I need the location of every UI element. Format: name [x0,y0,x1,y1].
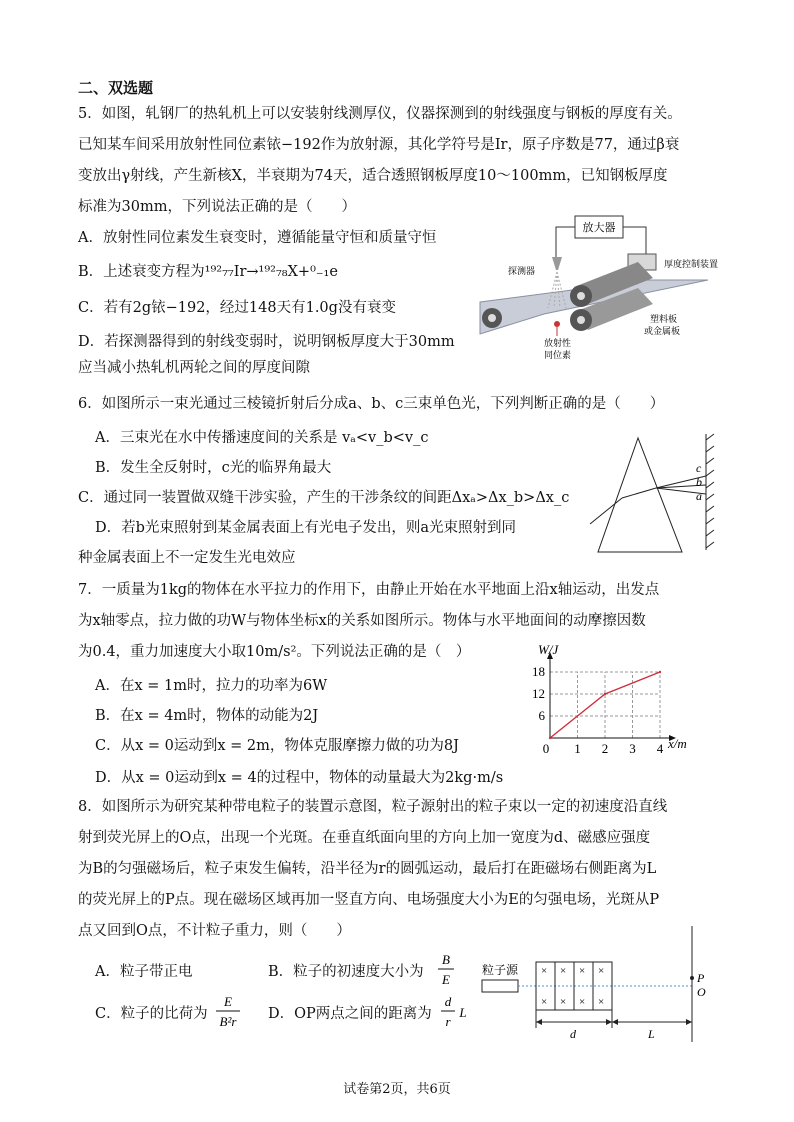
q7-option-d: D．从x = 0运动到x = 4的过程中，物体的动量最大为2kg·m/s [95,770,504,786]
q7-option-a: A．在x = 1m时，拉力的功率为6W [95,678,328,694]
q6-option-d: D．若b光束照射到某金属表面上有光电子发出，则a光束照射到同 [95,520,517,536]
q8-c-fraction [214,992,242,1032]
arrow-d-left [536,1019,542,1025]
particle-apparatus-figure [478,924,718,1044]
svg-text:×: × [598,996,605,1008]
q8-option-d: D．OP两点之间的距离为 [268,1006,432,1022]
q6-option-a: A．三束光在水中传播速度间的关系是 vₐ<v_b<v_c [95,430,429,446]
q8-b-fraction [436,950,456,990]
data-point-2 [659,671,661,673]
y-tick-label-12: 12 [532,686,545,701]
y-axis-label: W/J [538,642,559,657]
q8-stem-3: 为B的匀强磁场后，粒子束发生偏转，沿半径为r的圆弧运动，最后打在距磁场右侧距离为L [78,861,657,877]
prism [598,438,682,552]
q8-option-c: C．粒子的比荷为 [95,1006,208,1022]
y-tick-label-18: 18 [532,664,545,679]
q5-option-d: D．若探测器得到的射线变弱时，说明钢板厚度大于30mm [78,334,455,350]
inner-ray [622,488,656,498]
q5-option-a: A．放射性同位素发生衰变时，遵循能量守恒和质量守恒 [78,230,437,246]
controller-label: 厚度控制装置 [664,259,719,269]
x-tick-label-3: 3 [629,741,636,756]
q8-d-fraction [440,992,470,1032]
frac-d-tail: L [459,1005,467,1020]
q5-option-c: C．若有2g铱−192，经过148天有1.0g没有衰变 [78,300,396,316]
work-displacement-chart [520,638,700,758]
label-a: a [696,489,702,503]
svg-text:×: × [579,996,586,1008]
x-tick-label-0: 0 [542,741,550,756]
q8-option-b: B．粒子的初速度大小为 [268,964,424,980]
amplifier-label: 放大器 [582,222,616,234]
incident-ray [590,498,622,524]
q8-stem-4: 的荧光屏上的P点。现在磁场区域再加一竖直方向、电场强度大小为E的匀强电场，光斑从P [78,892,660,908]
point-p [690,976,694,980]
frac-b-num: B [442,952,450,967]
q8-stem-2: 射到荧光屏上的O点，出现一个光斑。在垂直纸面向里的方向上加一宽度为d、磁感应强度 [78,830,651,846]
data-point-1 [604,693,606,695]
label-o: O [697,985,706,999]
q7-stem-3: 为0.4，重力加速度大小取10m/s²。下列说法正确的是（ ） [78,644,471,660]
q5-stem-3: 变放出γ射线，产生新核X，半衰期为74天，适合透照钢板厚度10～100mm，已知钢板厚度 [78,168,668,184]
q6-stem: 6．如图所示一束光通过三棱镜折射后分成a、b、c三束单色光，下列判断正确的是（ ） [78,396,665,412]
detector-label: 探测器 [508,266,536,276]
page-footer: 试卷第2页，共6页 [343,1082,451,1097]
frac-c-den: B²r [219,1014,237,1029]
frac-d-den: r [445,1014,451,1029]
detector-shape [552,257,562,270]
svg-text:×: × [541,965,548,977]
arrow-d-right [606,1019,612,1025]
plate-label-2: 或金属板 [644,326,681,336]
q5-option-d-cont: 应当减小热轧机两轮之间的厚度间隙 [78,360,310,376]
frac-b-den: E [442,972,450,987]
q6-option-d-cont: 种金属表面上不一定发生光电效应 [78,550,296,566]
q5-stem-1: 5．如图，轧钢厂的热轧机上可以安装射线测厚仪，仪器探测到的射线强度与钢板的厚度有关。 [78,106,682,122]
label-p: P [697,971,705,985]
radioactive-source [554,321,560,327]
frac-d-num: d [444,994,452,1009]
q7-stem-2: 为x轴零点，拉力做的功W与物体坐标x的关系如图所示。物体与水平地面间的动摩擦因数 [78,613,646,629]
arrow-l-right [686,1019,692,1025]
rolling-mill-figure [478,212,724,372]
prism-figure [588,430,728,560]
particle-source-box [482,980,518,992]
data-point-0 [549,737,551,739]
q7-option-b: B．在x = 4m时，物体的动能为2J [95,708,319,724]
svg-text:×: × [560,996,567,1008]
x-tick-label-1: 1 [574,741,581,756]
q6-option-b: B．发生全反射时，c光的临界角最大 [95,460,332,476]
source-label-1: 放射性 [544,338,572,348]
x-tick-label-2: 2 [601,741,609,756]
q6-option-c: C．通过同一装置做双缝干涉实验，产生的干涉条纹的间距Δxₐ>Δx_b>Δx_c [78,490,570,506]
svg-text:×: × [541,996,548,1008]
left-roller [482,308,502,328]
q5-stem-4: 标准为30mm，下列说法正确的是（ ） [78,199,356,215]
section-title: 二、双选题 [78,79,154,97]
label-c: c [696,461,702,475]
source-label-2: 同位素 [544,350,572,360]
q5-stem-2: 已知某车间采用放射性同位素铱−192作为放射源，其化学符号是Ir，原子序数是77，通过β衰 [78,137,680,153]
svg-text:×: × [560,965,567,977]
y-tick-label-6: 6 [538,708,545,723]
label-l: L [648,1027,655,1041]
q8-stem-5: 点又回到O点，不计粒子重力，则（ ） [78,923,351,939]
wall-hatch [706,434,714,548]
svg-text:×: × [579,965,586,977]
frac-c-num: E [224,994,232,1009]
x-axis-label: x/m [668,736,687,751]
wire-left [556,227,575,257]
wire-right [623,227,646,254]
svg-text:×: × [598,965,605,977]
x-tick-label-4: 4 [656,741,664,756]
particle-source-label: 粒子源 [482,963,519,977]
arrow-l-left [612,1019,618,1025]
q5-option-b: B．上述衰变方程为¹⁹²₇₇Ir→¹⁹²₇₈X+⁰₋₁e [78,264,338,280]
label-b: b [696,475,702,489]
q7-stem-1: 7．一质量为1kg的物体在水平拉力的作用下，由静止开始在水平地面上沿x轴运动，出发点 [78,582,660,598]
label-d: d [570,1027,576,1041]
q7-option-c: C．从x = 0运动到x = 2m，物体克服摩擦力做的功为8J [95,738,459,754]
plate-label-1: 塑料板 [650,314,678,324]
q8-option-a: A．粒子带正电 [95,964,193,980]
q8-stem-1: 8．如图所示为研究某种带电粒子的装置示意图，粒子源射出的粒子束以一定的初速度沿直线 [78,799,668,815]
